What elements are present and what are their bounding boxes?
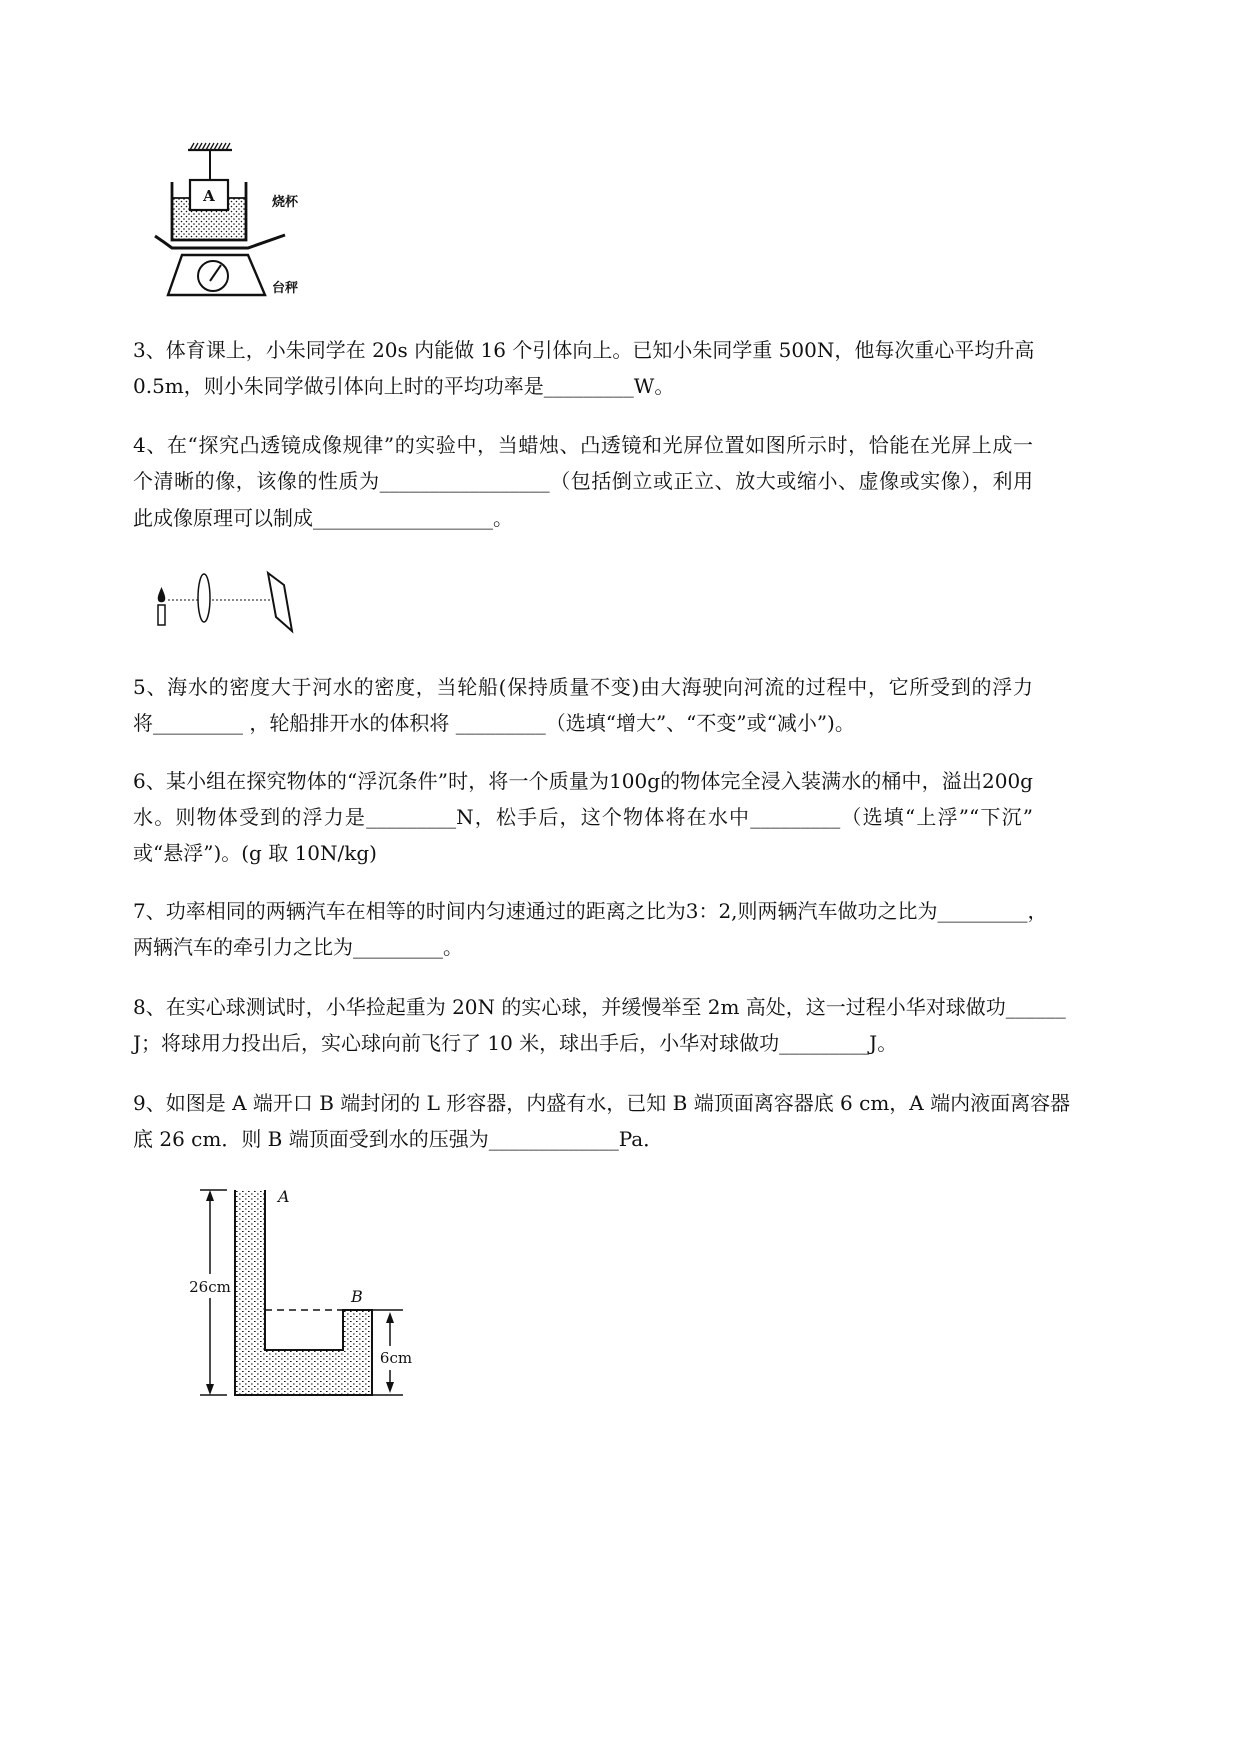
- question-5-line-1: 5、海水的密度大于河水的密度，当轮船(保持质量不变)由大海驶向河流的过程中，它所受到的浮力: [133, 675, 1033, 699]
- convex-lens: [198, 574, 210, 622]
- question-3-line-1: 3、体育课上，小朱同学在 20s 内能做 16 个引体向上。已知小朱同学重 500N，他每次重心平均升高: [133, 338, 1035, 362]
- question-7-line-1: 7、功率相同的两辆汽车在相等的时间内匀速通过的距离之比为3：2,则两辆汽车做功之比为_________，: [133, 899, 1048, 923]
- question-7-line-2: 两辆汽车的牵引力之比为_________。: [133, 935, 463, 959]
- beaker-label: 烧杯: [272, 195, 299, 210]
- question-6-line-2: 水。则物体受到的浮力是_________N，松手后，这个物体将在水中_________（选填“上浮”“下沉”: [133, 805, 1033, 829]
- question-6-line-1: 6、某小组在探究物体的“浮沉条件”时，将一个质量为100g的物体完全浸入装满水的桶中，溢出200g: [133, 769, 1033, 793]
- end-b-label: B: [351, 1287, 363, 1306]
- ceiling-hatch: [188, 143, 232, 150]
- question-8-line-1: 8、在实心球测试时，小华捡起重为 20N 的实心球，并缓慢举至 2m 高处，这一过程小华对球做功______: [133, 995, 1066, 1019]
- question-5-line-2: 将_________ ，轮船排开水的体积将 _________（选填“增大”、“不变”或“减小”)。: [133, 711, 855, 735]
- question-3-line-2: 0.5m，则小朱同学做引体向上时的平均功率是_________W。: [133, 374, 675, 398]
- light-screen: [268, 573, 292, 631]
- candle-body: [158, 605, 165, 625]
- l-container-figure: [175, 1180, 420, 1405]
- block-a-label: A: [203, 187, 215, 205]
- height-a-label: 26cm: [189, 1278, 231, 1296]
- balance-figure: [150, 140, 320, 305]
- height-b-label: 6cm: [379, 1349, 413, 1367]
- end-a-label: A: [278, 1187, 290, 1206]
- question-8-line-2: J；将球用力投出后，实心球向前飞行了 10 米，球出手后，小华对球做功_________J。: [133, 1031, 898, 1055]
- question-4-line-3: 此成像原理可以制成__________________。: [133, 506, 513, 530]
- question-4-line-2: 个清晰的像，该像的性质为_________________（包括倒立或正立、放大或缩小、虚像或实像），利用: [133, 469, 1033, 493]
- question-9-line-2: 底 26 cm．则 B 端顶面受到水的压强为_____________Pa．: [133, 1127, 664, 1151]
- question-4-line-1: 4、在“探究凸透镜成像规律”的实验中，当蜡烛、凸透镜和光屏位置如图所示时，恰能在光屏上成一: [133, 433, 1033, 457]
- question-6-line-3: 或“悬浮”)。(g 取 10N/kg): [133, 841, 377, 865]
- question-9-line-1: 9、如图是 A 端开口 B 端封闭的 L 形容器，内盛有水，已知 B 端顶面离容器底 6 cm，A 端内液面离容器: [133, 1091, 1071, 1115]
- lens-figure: [150, 560, 300, 640]
- block-a: [190, 180, 228, 210]
- candle-flame: [158, 587, 166, 602]
- scale-label: 台秤: [272, 281, 299, 296]
